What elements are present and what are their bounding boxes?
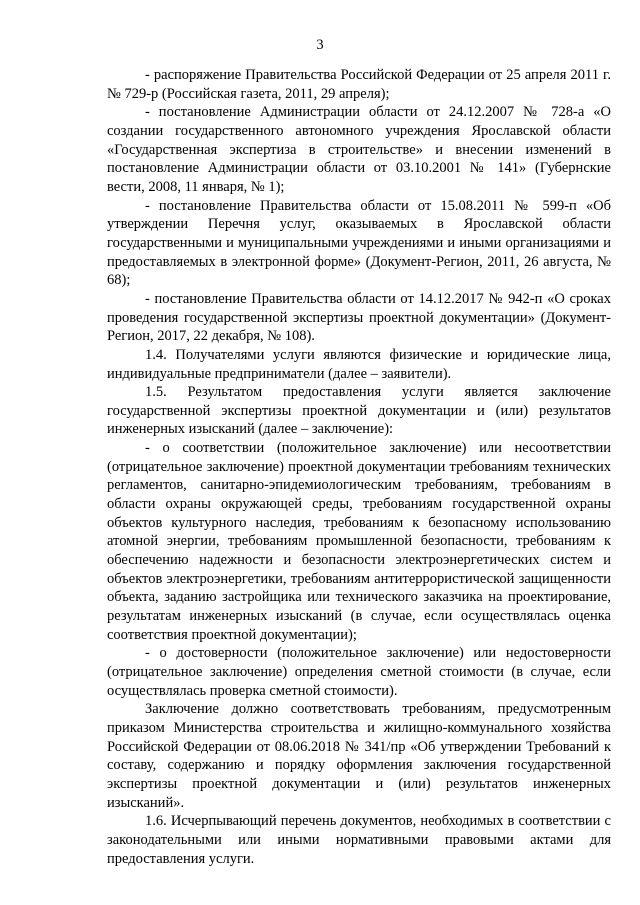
paragraph-compliance-conclusion: - о соответствии (положительное заключение) или несоответствии (отрицательное заключение) проектной документации требованиям технических регламентов, санитарно-эпидемиологическим требованиям, требованиям в области охраны окружающей среды, требованиям государственной охраны объектов культурного наследия, требованиям к безопасному использованию атомной энергии, требованиям промышленной безопасности, требованиям к обеспечению надежности и безопасности электроэнергетических систем и объектов электроэнергетики, требованиям антитеррористической защищенности объекта, заданию застройщика или технического заказчика на проектирование, результатам инженерных изысканий (в случае, если осуществлялась оценка соответствия проектной документации); <box>107 440 611 643</box>
paragraph-reliability-conclusion: - о достоверности (положительное заключение) или недостоверности (отрицательное заключение) определения сметной стоимости (в случае, если осуществлялась проверка сметной стоимости). <box>107 645 611 699</box>
paragraph-1-6-documents: 1.6. Исчерпывающий перечень документов, необходимых в соответствии с законодательными или иными нормативными правовыми актами для предоставления услуги. <box>107 813 611 867</box>
document-body <box>107 66 611 868</box>
page-number: 3 <box>316 37 324 53</box>
paragraph-administration-resolution: - постановление Администрации области от 24.12.2007 № 728-а «О создании государственного автономного учреждения Ярославской области «Государственная экспертиза в строительстве» и внесении изменений в постановление Администрации области от 03.10.2001 № 141» (Губернские вести, 2008, 11 января, № 1); <box>107 104 611 195</box>
paragraph-government-order: - распоряжение Правительства Российской Федерации от 25 апреля 2011 г. № 729-р (Российская газета, 2011, 29 апреля); <box>107 67 611 102</box>
paragraph-services-list-resolution: - постановление Правительства области от 15.08.2011 № 599-п «Об утверждении Перечня услуг, оказываемых в Ярославской области государственными и муниципальными учреждениями и иными организациями и предоставляемых в электронной форме» (Документ-Регион, 2011, 26 августа, № 68); <box>107 197 611 289</box>
paragraph-conclusion-requirements: Заключение должно соответствовать требованиям, предусмотренным приказом Министерства строительства и жилищно-коммунального хозяйства Российской Федерации от 08.06.2018 № 341/пр «Об утверждении Требований к составу, содержанию и порядку оформления заключения государственной экспертизы проектной документации и (или) результатов инженерных изысканий». <box>107 701 611 811</box>
paragraph-1-4-recipients: 1.4. Получателями услуги являются физические и юридические лица, индивидуальные предприниматели (далее – заявители). <box>107 346 611 382</box>
paragraph-expertise-terms-resolution: - постановление Правительства области от 14.12.2017 № 942-п «О сроках проведения государственной экспертизы проектной документации» (Документ-Регион, 2017, 22 декабря, № 108). <box>107 290 611 345</box>
paragraph-1-5-result: 1.5. Результатом предоставления услуги является заключение государственной экспертизы проектной документации и (или) результатов инженерных изысканий (далее – заключение): <box>107 384 611 438</box>
